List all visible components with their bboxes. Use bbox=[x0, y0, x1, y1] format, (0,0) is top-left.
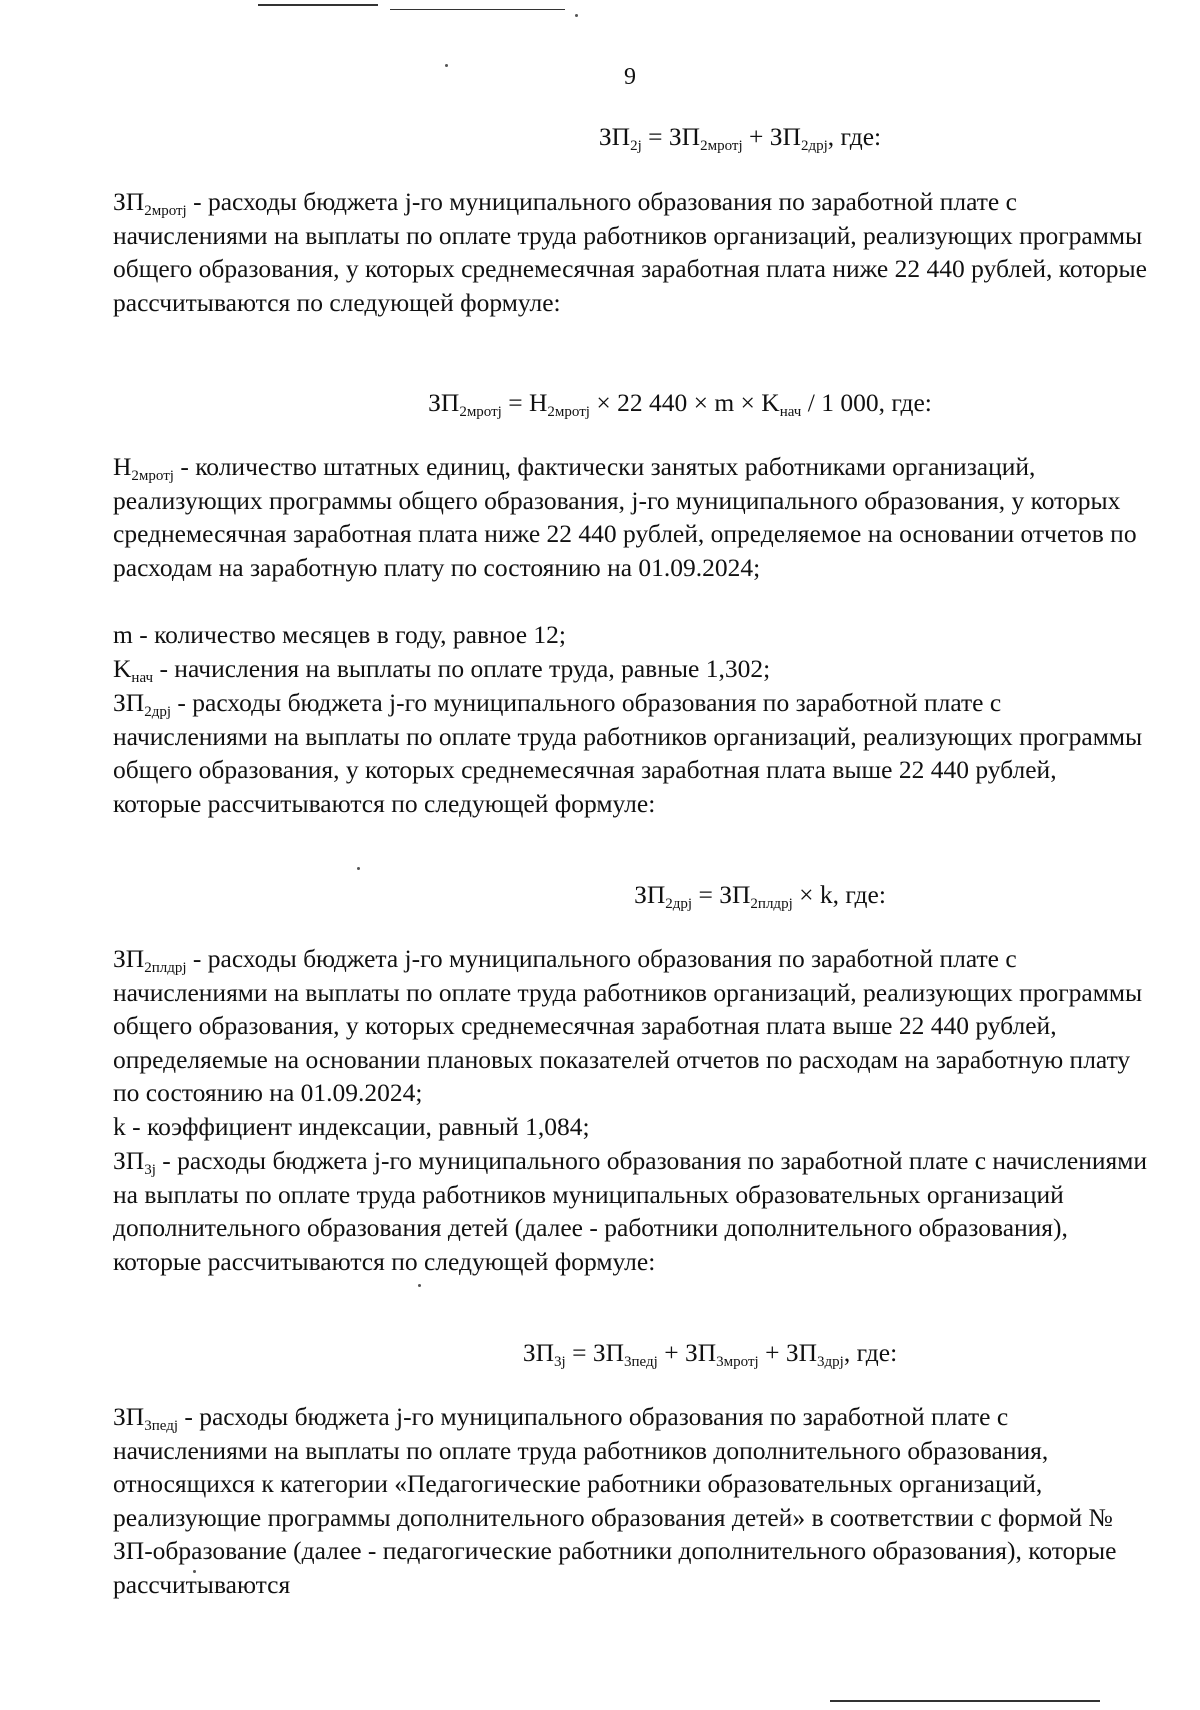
paragraph-line: заработная плата выше 22 440 рублей, которые рассчитываются по следующей bbox=[113, 755, 1057, 818]
paragraph-line: реализующих программы общего образования, у которых среднемесячная bbox=[113, 721, 1143, 785]
paragraph-line: формуле: bbox=[554, 788, 656, 818]
paragraph-n2mrotj-definition bbox=[113, 450, 1147, 584]
scan-artifact-top-line bbox=[258, 4, 378, 6]
paragraph-line: $ЗП_{2плдрj}$ - расходы бюджета j-го муниципального образования по заработной bbox=[113, 944, 934, 976]
formula-zp2drj: $ЗП_{2дрj} = ЗП_{2плдрj} \times k$, где: bbox=[634, 880, 886, 912]
scan-artifact-speck bbox=[357, 867, 360, 870]
paragraph-line: образования, у которых среднемесячная заработная плата ниже 22 440 рублей, bbox=[113, 485, 1121, 549]
paragraph-line: плате с начислениями на выплаты по оплате труда работников организаций, bbox=[113, 944, 1017, 1007]
paragraph-line: k - коэффициент индексации, равный 1,084; bbox=[113, 1112, 590, 1141]
paragraph-zp3j-definition bbox=[113, 1144, 1147, 1278]
paragraph-line: формуле: bbox=[554, 1246, 656, 1276]
paragraph-line: $K_{нач}$ - начисления на выплаты по оплате труда, равные 1,302; bbox=[113, 654, 771, 686]
paragraph-line: $ЗП_{2дрj}$ - расходы бюджета j-го муниципального образования по заработной bbox=[113, 688, 918, 720]
paragraph-line: образования, относящихся к категории «Педагогические работники bbox=[113, 1435, 1049, 1499]
paragraph-line: показателей отчетов по расходам на заработную плату по состоянию на 01.09.2024; bbox=[113, 1044, 1131, 1108]
paragraph-line: заработная плата ниже 22 440 рублей, которые рассчитываются по следующей bbox=[113, 254, 1147, 317]
paragraph-zp3pedj-definition bbox=[113, 1400, 1147, 1602]
paragraph-m-definition bbox=[113, 618, 1147, 652]
paragraph-k-definition bbox=[113, 1110, 1147, 1144]
paragraph-line: с начислениями на выплаты по оплате труда работников муниципальных bbox=[113, 1146, 1147, 1209]
page-number: 9 bbox=[624, 64, 636, 90]
paragraph-line: плате с начислениями на выплаты по оплате труда работников организаций, bbox=[113, 688, 1002, 751]
paragraph-knach-definition bbox=[113, 652, 1147, 686]
paragraph-line: $ЗП_{3j}$ - расходы бюджета j-го муниципального образования по заработной плате bbox=[113, 1146, 969, 1178]
paragraph-line: $Н_{2мротj}$ - количество штатных единиц, фактически занятых работниками bbox=[113, 452, 886, 484]
paragraph-line: на 01.09.2024; bbox=[607, 552, 761, 582]
paragraph-zp2drj-definition bbox=[113, 686, 1147, 820]
paragraph-line: работники дополнительного образования), которые рассчитываются по следующей bbox=[113, 1213, 1068, 1276]
paragraph-line: реализующих программы общего образования, у которых среднемесячная bbox=[113, 977, 1143, 1041]
paragraph-line: $ЗП_{3педj}$ - расходы бюджета j-го муниципального образования по заработной bbox=[113, 1402, 925, 1434]
paragraph-line: m - количество месяцев в году, равное 12; bbox=[113, 620, 566, 649]
scan-artifact-speck bbox=[575, 14, 578, 17]
paragraph-line: образовательных организаций дополнительного образования детей (далее - bbox=[113, 1179, 1064, 1243]
scan-artifact-top-line bbox=[390, 9, 565, 10]
paragraph-line: педагогические работники дополнительного образования), которые рассчитываются bbox=[113, 1536, 1117, 1599]
scan-artifact-bottom-line bbox=[830, 1700, 1100, 1702]
paragraph-line: образования детей» в соответствии с формой № ЗП-образование (далее - bbox=[113, 1502, 1113, 1566]
paragraph-line: формуле: bbox=[460, 287, 561, 317]
paragraph-line: определяемое на основании отчетов по расходам на заработную плату по состоянию bbox=[113, 519, 1137, 582]
formula-zp2mrotj: $ЗП_{2мротj} = Н_{2мротj} \times 22$ $440 \times m \times K_{нач} / 1$ 000, где: bbox=[428, 388, 932, 420]
paragraph-line: заработная плата выше 22 440 рублей, определяемые на основании плановых bbox=[113, 1011, 1057, 1074]
scan-artifact-speck bbox=[418, 1284, 421, 1287]
paragraph-line: $ЗП_{2мротj}$ - расходы бюджета j-го муниципального образования по заработной bbox=[113, 187, 934, 219]
formula-zp3j: $ЗП_{3j} = ЗП_{3педj} + ЗП_{3мротj} + ЗП_{3дрj}$, где: bbox=[522, 1338, 898, 1370]
paragraph-line: плате с начислениями на выплаты по оплате труда работников организаций, bbox=[113, 187, 1017, 250]
formula-zp2j: $ЗП_{2j} = ЗП_{2мротj} + ЗП_{2дрj}$, где: bbox=[598, 122, 882, 154]
paragraph-line: плате с начислениями на выплаты по оплате труда работников дополнительного bbox=[113, 1402, 1009, 1465]
paragraph-zp2mrotj-definition bbox=[113, 185, 1147, 319]
paragraph-line: образовательных организаций, реализующие программы дополнительного bbox=[113, 1469, 1043, 1532]
paragraph-line: реализующих программы общего образования, у которых среднемесячная bbox=[113, 220, 1143, 284]
paragraph-line: организаций, реализующих программы общего образования, j-го муниципального bbox=[113, 452, 1036, 515]
paragraph-zp2pldrj-definition bbox=[113, 942, 1147, 1110]
